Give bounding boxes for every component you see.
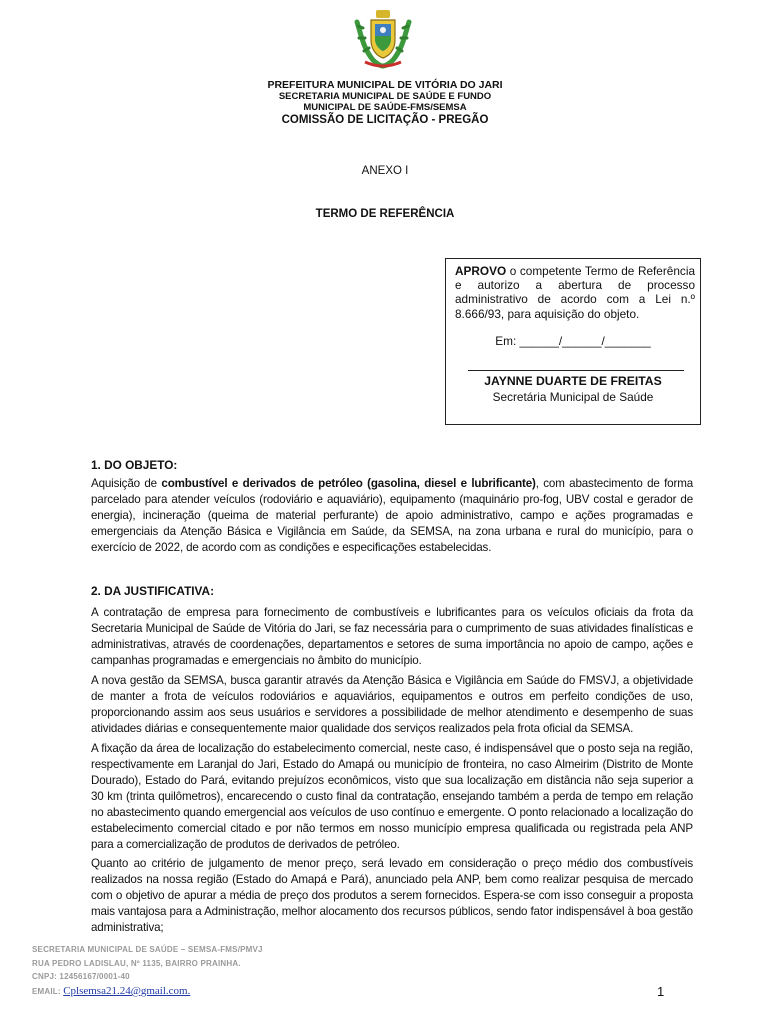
approval-statement: o competente Termo de Referência e autorizo a abertura de processo administrativo de acordo com a Lei n.º 8.666/93, para aquisição do objeto. [455, 264, 695, 321]
section-1-intro: Aquisição de [91, 477, 162, 490]
approval-bold-word: APROVO [455, 264, 507, 278]
signer-name: JAYNNE DUARTE DE FREITAS [484, 374, 662, 388]
signature-line [468, 370, 684, 371]
annex-title: ANEXO I [361, 165, 409, 177]
approval-box [445, 258, 701, 425]
footer-secretariat: SECRETARIA MUNICIPAL DE SAÚDE – SEMSA-FMS/PMVJ [32, 945, 263, 954]
justification-paragraph: A fixação da área de localização do estabelecimento comercial, neste caso, é indispensável que o posto seja na região, respectivamente em Laranjal do Jari, Estado do Amapá ou município de fronteira, no caso Almeirim (Distrito de Monte Dourado), Estado do Pará, evitando prejuízos econômicos, visto que sua localização em distância não seja superior a 30 km (trinta quilômetros), encarecendo o custo final da contratação, ensejando também a perda de tempo em relação no abastecimento quando emergencial aos veículos de uso contínuo e emergente. O ponto relacionado a localização do estabelecimento comercial citado e por não termos em nosso município empresa qualificada ou registrada pela ANP para a comercialização de produtos de derivados de petróleo. [91, 742, 693, 851]
header-commission: COMISSÃO DE LICITAÇÃO - PREGÃO [281, 114, 489, 126]
section-1-object: combustível e derivados de petróleo (gasolina, diesel e lubrificante) [161, 477, 536, 490]
justification-paragraph: Quanto ao critério de julgamento de menor preço, será levado em consideração o preço médio dos combustíveis realizados na nossa região (Estado do Amapá e Pará), anunciado pela ANP, bem como realizar pesquisa de mercado com o objetivo de apurar a média de preço dos produtos a serem fornecidos. Espera-se com isso conseguir a proposta mais vantajosa para a Administração, melhor alocamento dos recursos públicos, sendo fator indispensável à boa gestão administrativa; [91, 857, 693, 934]
section-1-rest: , com abastecimento de forma parcelado para atender veículos (rodoviário e aquaviário), equipamento (maquinário pro-fog, UBV costal e gerador de energia), incineração (queima de material perfurante) de apoio administrativo, campo e ações programadas e emergenciais da Atenção Básica e Vigilância em Saúde, da SEMSA, na zona urbana e rural do município, para o exercício de 2022, de acordo com as condições e especificações estabelecidas. [91, 477, 693, 554]
section-1-body [91, 476, 693, 556]
footer-email-label: EMAIL: [32, 987, 64, 996]
header-secretariat: SECRETARIA MUNICIPAL DE SAÚDE E FUNDO [278, 91, 492, 102]
page-number: 1 [657, 984, 665, 999]
header-municipality: PREFEITURA MUNICIPAL DE VITÓRIA DO JARI [267, 79, 503, 91]
footer-email [32, 985, 190, 997]
email-link[interactable]: Cplsemsa21.24@gmail.com. [63, 985, 191, 997]
section-2-title: 2. DA JUSTIFICATIVA: [91, 584, 214, 598]
document-title: TERMO DE REFERÊNCIA [315, 208, 455, 220]
section-1-title: 1. DO OBJETO: [91, 458, 178, 472]
footer-cnpj: CNPJ: 12456167/0001-40 [32, 972, 130, 981]
justification-paragraph: A nova gestão da SEMSA, busca garantir através da Atenção Básica e Vigilância em Saúde do FMSVJ, a objetividade de manter a frota de veículos rodoviários e aquaviários, equipamentos e outros em perfeito condições de uso, proporcionando assim aos seus usuários e servidores a possibilidade de melhor atendimento e desempenho de suas atividades diárias e consequentemente maior qualidade dos serviços realizados pela frota oficial da SEMSA. [91, 674, 693, 735]
signer-role: Secretária Municipal de Saúde [492, 390, 654, 404]
footer-address: RUA PEDRO LADISLAU, Nº 1135, BAIRRO PRAINHA. [32, 959, 241, 968]
justification-paragraph: A contratação de empresa para fornecimento de combustíveis e lubrificantes para os veículos oficiais da frota da Secretaria Municipal de Saúde de Vitória do Jari, se faz necessária para o cumprimento de suas atividades finalísticas e administrativas, através de coordenações, departamentos e setores de suma importância no apoio de campo, ações e campanhas programadas e emergenciais no âmbito do município. [91, 606, 693, 667]
municipal-seal-icon [351, 8, 415, 72]
approval-date-line: Em: ______/______/_______ [495, 334, 651, 348]
header-fund: MUNICIPAL DE SAÚDE-FMS/SEMSA [303, 102, 467, 113]
approval-text [455, 264, 695, 321]
